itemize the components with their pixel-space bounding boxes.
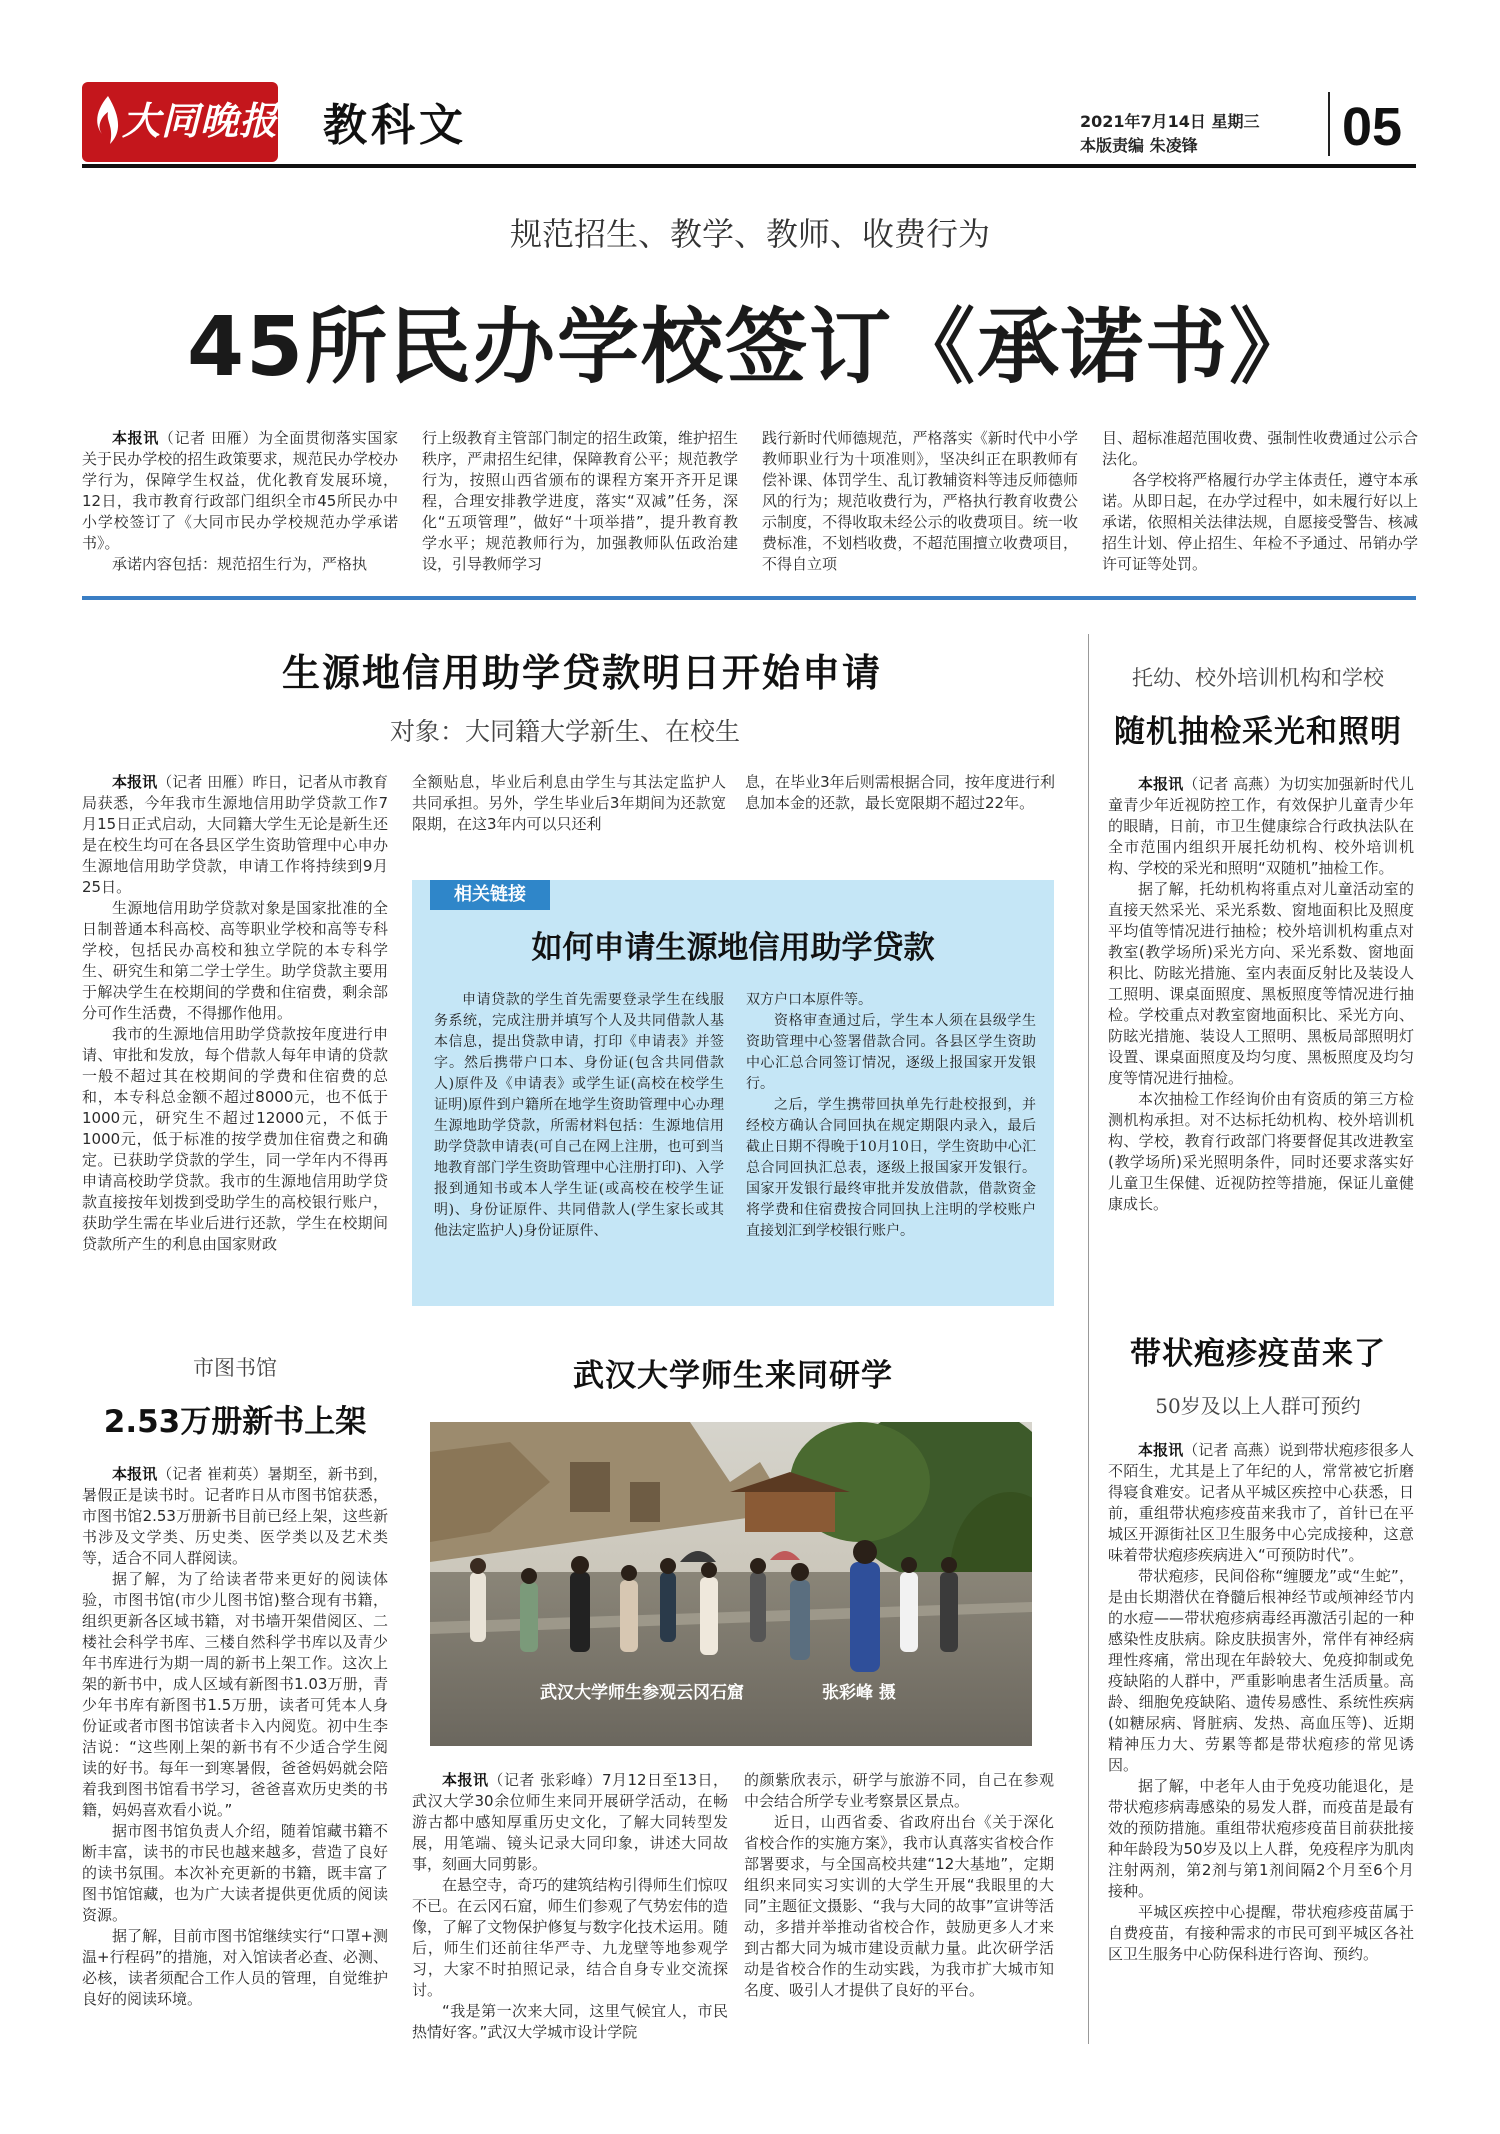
byline: 本报讯 bbox=[1138, 775, 1184, 793]
lead-divider bbox=[82, 596, 1416, 600]
loan-column-1: 本报讯（记者 田雁）昨日，记者从市教育局获悉，今年我市生源地信用助学贷款工作7月15日正式启动，大同籍大学生无论是新生还是在校生均可在各县区学生资助管理中心申办生源地信用助学贷款，申请工作将持续到9月25日。 生源地信用助学贷款对象是国家批准的全日制普通本科高校、高等职业学校和高等专科学校，包括民办高校和独立学院的本专科学生、研究生和第二学士学生。助学贷款主要用于解决学生在校期间的学费和住宿费，剩余部分可作生活费，不得挪作他用。 我市的生源地信用助学贷款按年度进行申请、审批和发放，每个借款人每年申请的贷款一般不超过其在校期间的学费和住宿费的总和，本专科总金额不超过8000元，也不低于1000元，研究生不超过12000元，不低于1000元，低于标准的按学费加住宿费之和确定。已获助学贷款的学生，同一学年内不得再申请高校助学贷款。我市的生源地信用助学贷款直接按年划拨到受助学生的高校银行账户，获助学生需在毕业后进行还款，学生在校期间贷款所产生的利息由国家财政 bbox=[82, 773, 388, 1253]
page-number: 05 bbox=[1342, 97, 1403, 157]
inspect-body: 本报讯（记者 高燕）为切实加强新时代儿童青少年近视防控工作，有效保护儿童青少年的眼睛，日前，市卫生健康综合行政执法队在全市范围内组织开展托幼机构、校外培训机构、学校的采光和照明“双随机”抽检工作。 据了解，托幼机构将重点对儿童活动室的直接天然采光、采光系数、窗地面积比及照度平均值等情况进行抽检；校外培训机构重点对教室(教学场所)采光方向、采光系数、窗地面积比、防眩光措施、室内表面反射比及装设人工照明、课桌面照度、黑板照度等情况进行抽检。学校重点对教室窗地面积比、采光方向、防眩光措施、装设人工照明、黑板局部照明灯设置、课桌面照度及均匀度、黑板照度及均匀度等情况进行抽检。 本次抽检工作经询价由有资质的第三方检测机构承担。对不达标托幼机构、校外培训机构、学校，教育行政部门将要督促其改进教室(教学场所)采光照明条件，同时还要求落实好儿童卫生保健、近视防控等措施，保证儿童健康成长。 bbox=[1108, 775, 1414, 1213]
news-photo bbox=[430, 1422, 1032, 1746]
vaccine-headline: 带状疱疹疫苗来了 bbox=[1130, 1336, 1386, 1372]
lead-column-2: 行上级教育主管部门制定的招生政策，维护招生秩序，严肃招生纪律，保障教育公平；规范教学行为，按照山西省颁布的课程方案开齐开足课程，合理安排教学进度，落实“双减”任务，深化“五项管理”，做好“十项举措”，提升教育教学水平；规范教师行为，加强教师队伍政治建设，引导教师学习 bbox=[422, 429, 738, 573]
reporter: （记者 田雁） bbox=[158, 429, 258, 447]
header-divider-vertical bbox=[1328, 92, 1330, 156]
masthead-logo bbox=[82, 82, 278, 162]
vaccine-subtitle: 50岁及以上人群可预约 bbox=[1155, 1394, 1361, 1418]
lead-kicker: 规范招生、教学、教师、收费行为 bbox=[509, 215, 990, 253]
lead-headline: 45所民办学校签订《承诺书》 bbox=[186, 300, 1314, 395]
right-column-rule bbox=[1088, 634, 1089, 2044]
photo-credit: 张彩峰 摄 bbox=[822, 1683, 896, 1703]
reporter: （记者 崔莉英） bbox=[157, 1465, 268, 1483]
reporter: （记者 张彩峰） bbox=[488, 1771, 602, 1789]
header-rule bbox=[82, 164, 1416, 168]
loan-column-3: 息，在毕业3年后则需根据合同，按年度进行利息加本金的还款，最长宽限期不超过22年。 bbox=[745, 773, 1055, 812]
reporter: （记者 田雁） bbox=[157, 773, 253, 791]
related-link-tag: 相关链接 bbox=[430, 880, 550, 910]
logo-text: 大同晚报 bbox=[122, 98, 279, 143]
inspect-kicker: 托幼、校外培训机构和学校 bbox=[1132, 666, 1384, 690]
lead-column-3: 践行新时代师德规范，严格落实《新时代中小学教师职业行为十项准则》，坚决纠正在职教师有偿补课、体罚学生、乱订教辅资料等违反师德师风的行为；规范收费行为，严格执行教育收费公示制度，不得收取未经公示的收费项目。统一收费标准，不划档收费，不超范围擅立收费项目，不得自立项 bbox=[762, 429, 1078, 573]
library-headline: 2.53万册新书上架 bbox=[103, 1404, 367, 1440]
wuhan-column-2: 的颜紫欣表示，研学与旅游不同，自己在参观中会结合所学专业考察景区景点。 近日，山西省委、省政府出台《关于深化省校合作的实施方案》，我市认真落实省校合作部署要求，与全国高校共建“12大基地”，定期组织来同实习实训的大学生开展“我眼里的大同”主题征文摄影、“我与大同的故事”宣讲等活动，多措并举推动省校合作，鼓励更多人才来到古都大同为城市建设贡献力量。此次研学活动是省校合作的生动实践，为我市扩大城市知名度、吸引人才提供了良好的平台。 bbox=[744, 1771, 1054, 1999]
lead-column-1: 本报讯（记者 田雁）为全面贯彻落实国家关于民办学校的招生政策要求，规范民办学校办学行为，保障学生权益，优化教育发展环境，12日，我市教育行政部门组织全市45所民办中小学校签订了《大同市民办学校规范办学承诺书》。 承诺内容包括：规范招生行为，严格执 bbox=[82, 429, 398, 573]
related-column-2: 双方户口本原件等。 资格审查通过后，学生本人须在县级学生资助管理中心签署借款合同。各县区学生资助中心汇总合同签订情况，逐级上报国家开发银行。 之后，学生携带回执单先行赴校报到，并经校方确认合同回执在规定期限内录入，最后截止日期不得晚于10月10日，学生资助中心汇总合同回执汇总表，逐级上报国家开发银行。国家开发银行最终审批并发放借款，借款资金将学费和住宿费按合同回执上注明的学校账户直接划汇到学校银行账户。 bbox=[746, 992, 1036, 1239]
related-link-box bbox=[412, 880, 1054, 1306]
loan-headline: 生源地信用助学贷款明日开始申请 bbox=[281, 651, 882, 695]
vaccine-body: 本报讯（记者 高燕）说到带状疱疹很多人不陌生，尤其是上了年纪的人，常常被它折磨得寝食难安。记者从平城区疾控中心获悉，日前，重组带状疱疹疫苗来我市了，首针已在平城区开源街社区卫生服务中心完成接种，这意味着带状疱疹疾病进入“可预防时代”。 带状疱疹，民间俗称“缠腰龙”或“生蛇”，是由长期潜伏在脊髓后根神经节或颅神经节内的水痘——带状疱疹病毒经再激活引起的一种感染性皮肤病。除皮肤损害外，常伴有神经病理性疼痛，常出现在年龄较大、免疫抑制或免疫缺陷的人群中，严重影响患者生活质量。高龄、细胞免疫缺陷、遗传易感性、系统性疾病(如糖尿病、肾脏病、发热、高血压等)、近期精神压力大、劳累等都是带状疱疹的常见诱因。 据了解，中老年人由于免疫功能退化，是带状疱疹病毒感染的易发人群，而疫苗是最有效的预防措施。重组带状疱疹疫苗目前获批接种年龄段为50岁及以上人群，免疫程序为肌肉注射两剂，第2剂与第1剂间隔2个月至6个月接种。 平城区疾控中心提醒，带状疱疹疫苗属于自费疫苗，有接种需求的市民可到平城区各社区卫生服务中心防保科进行咨询、预约。 bbox=[1108, 1441, 1414, 1963]
byline: 本报讯 bbox=[112, 773, 158, 791]
issue-date: 2021年7月14日 星期三 bbox=[1080, 112, 1260, 131]
loan-subtitle: 对象：大同籍大学新生、在校生 bbox=[390, 717, 741, 746]
byline: 本报讯 bbox=[112, 429, 159, 447]
byline: 本报讯 bbox=[112, 1465, 158, 1483]
section-title: 教科文 bbox=[323, 100, 467, 151]
lead-column-4: 目、超标准超范围收费、强制性收费通过公示合法化。 各学校将严格履行办学主体责任，遵守本承诺。从即日起，在办学过程中，如未履行好以上承诺，依照相关法律法规，自愿接受警告、核减招生计划、停止招生、年检不予通过、吊销办学许可证等处罚。 bbox=[1102, 429, 1418, 573]
reporter: （记者 高燕） bbox=[1183, 775, 1279, 793]
reporter: （记者 高燕） bbox=[1183, 1441, 1279, 1459]
inspect-headline: 随机抽检采光和照明 bbox=[1114, 714, 1402, 750]
wuhan-column-1: 本报讯（记者 张彩峰）7月12日至13日，武汉大学30余位师生来同开展研学活动，在畅游古都中感知厚重历史文化，了解大同转型发展，用笔端、镜头记录大同印象，讲述大同故事，刻画大同剪影。 在悬空寺，奇巧的建筑结构引得师生们惊叹不已。在云冈石窟，师生们参观了气势宏伟的造像，了解了文物保护修复与数字化技术运用。随后，师生们还前往华严寺、九龙壁等地参观学习，大家不时拍照记录，结合自身专业交流探讨。 “我是第一次来大同，这里气候宜人，市民热情好客。”武汉大学城市设计学院 bbox=[412, 1771, 728, 2041]
page-editor: 本版责编 朱凌锋 bbox=[1080, 136, 1198, 155]
photo-caption: 武汉大学师生参观云冈石窟 bbox=[540, 1683, 744, 1703]
flame-icon bbox=[92, 94, 122, 148]
library-kicker: 市图书馆 bbox=[193, 1356, 277, 1380]
wuhan-headline: 武汉大学师生来同研学 bbox=[573, 1358, 893, 1394]
loan-column-2: 全额贴息，毕业后利息由学生与其法定监护人共同承担。另外，学生毕业后3年期间为还款宽限期，在这3年内可以只还利 bbox=[412, 773, 726, 833]
byline: 本报讯 bbox=[1138, 1441, 1184, 1459]
related-link-title: 如何申请生源地信用助学贷款 bbox=[531, 930, 935, 966]
library-body: 本报讯（记者 崔莉英）暑期至，新书到，暑假正是读书时。记者昨日从市图书馆获悉，市图书馆2.53万册新书目前已经上架，这些新书涉及文学类、历史类、医学类以及艺术类等，适合不同人群阅读。 据了解，为了给读者带来更好的阅读体验，市图书馆(市少儿图书馆)整合现有书籍，组织更新各区域书籍，对书墙开架借阅区、二楼社会科学书库、三楼自然科学书库以及青少年书库进行为期一周的新书上架工作。这次上架的新书中，成人区域有新图书1.03万册，青少年书库有新图书1.5万册，读者可凭本人身份证或者市图书馆读者卡入内阅览。初中生李洁说：“这些刚上架的新书有不少适合学生阅读的好书。每年一到寒暑假，爸爸妈妈就会陪着我到图书馆看书学习，爸爸喜欢历史类的书籍，妈妈喜欢看小说。” 据市图书馆负责人介绍，随着馆藏书籍不断丰富，读书的市民也越来越多，营造了良好的读书氛围。本次补充更新的书籍，既丰富了图书馆馆藏，也为广大读者提供更优质的阅读资源。 据了解，目前市图书馆继续实行“口罩+测温+行程码”的措施，对入馆读者必查、必测、必核，读者须配合工作人员的管理，自觉维护良好的阅读环境。 bbox=[82, 1465, 388, 2008]
related-column-1: 申请贷款的学生首先需要登录学生在线服务系统，完成注册并填写个人及共同借款人基本信息，提出贷款申请，打印《申请表》并签字。然后携带户口本、身份证(包含共同借款人)原件及《申请表》或学生证(高校在校学生证明)原件到户籍所在地学生资助管理中心办理生源地助学贷款，所需材料包括：生源地信用助学贷款申请表(可自己在网上注册，也可到当地教育部门学生资助管理中心注册打印)、入学报到通知书或本人学生证(或高校在校学生证明)、身份证原件、共同借款人(学生家长或其他法定监护人)身份证原件、 bbox=[434, 992, 724, 1239]
byline: 本报讯 bbox=[442, 1771, 489, 1789]
